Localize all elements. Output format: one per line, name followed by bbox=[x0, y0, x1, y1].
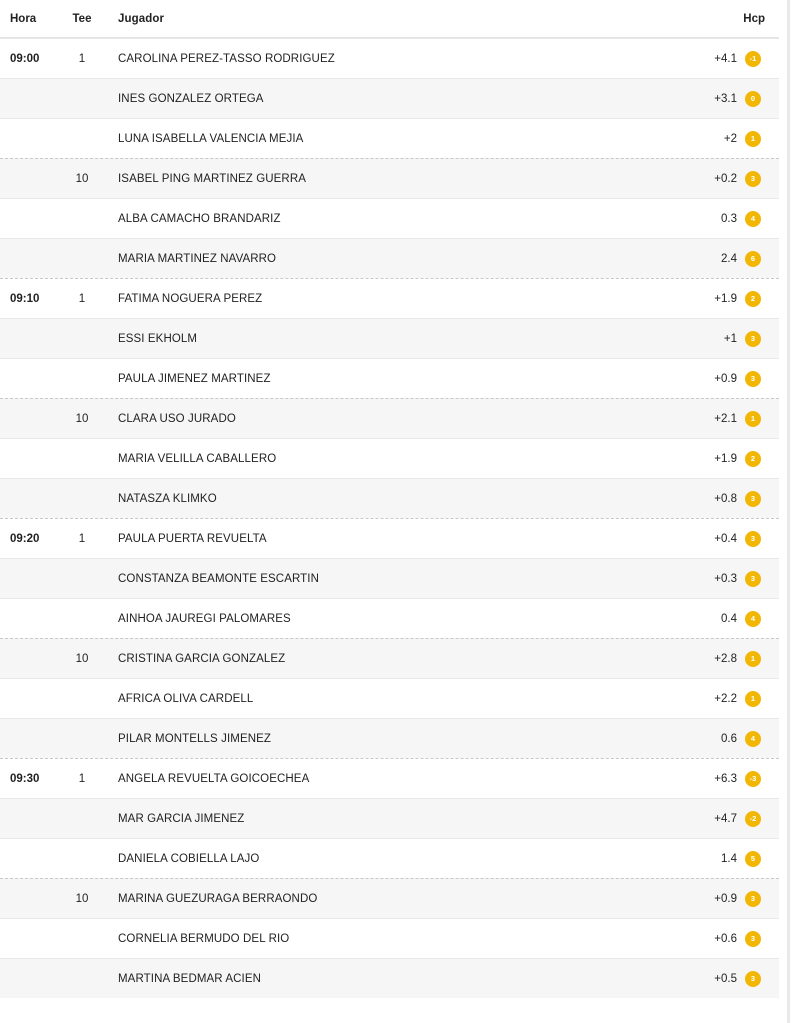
hcp-value: +0.8 bbox=[714, 492, 737, 505]
hcp-value: +0.6 bbox=[714, 932, 737, 945]
table-row[interactable] bbox=[0, 638, 779, 678]
hcp-value: +0.5 bbox=[714, 972, 737, 985]
player-name: MARTINA BEDMAR ACIEN bbox=[118, 972, 262, 985]
playing-handicap-badge: 2 bbox=[745, 291, 761, 307]
playing-handicap-badge: 1 bbox=[745, 691, 761, 707]
table-row[interactable] bbox=[0, 878, 779, 918]
table-row[interactable] bbox=[0, 838, 779, 878]
tee-cell: 10 bbox=[75, 892, 89, 905]
player-name: MAR GARCIA JIMENEZ bbox=[118, 812, 245, 825]
player-name: ANGELA REVUELTA GOICOECHEA bbox=[118, 772, 310, 785]
hora-cell: 09:30 bbox=[10, 772, 40, 785]
player-name: CAROLINA PEREZ-TASSO RODRIGUEZ bbox=[118, 52, 335, 65]
player-name: NATASZA KLIMKO bbox=[118, 492, 217, 505]
hcp-value: 0.4 bbox=[721, 612, 737, 625]
table-row[interactable] bbox=[0, 358, 779, 398]
table-row[interactable] bbox=[0, 518, 779, 558]
table-row[interactable] bbox=[0, 278, 779, 318]
player-name: PILAR MONTELLS JIMENEZ bbox=[118, 732, 272, 745]
hora-cell: 09:10 bbox=[10, 292, 40, 305]
player-name: DANIELA COBIELLA LAJO bbox=[118, 852, 260, 865]
table-header bbox=[0, 0, 779, 38]
playing-handicap-badge: 3 bbox=[745, 931, 761, 947]
hcp-value: +3.1 bbox=[714, 92, 737, 105]
player-name: CRISTINA GARCIA GONZALEZ bbox=[118, 652, 286, 665]
hcp-value: +1.9 bbox=[714, 292, 737, 305]
hcp-value: 1.4 bbox=[721, 852, 737, 865]
hcp-value: +4.7 bbox=[714, 812, 737, 825]
player-name: PAULA PUERTA REVUELTA bbox=[118, 532, 267, 545]
table-row[interactable] bbox=[0, 78, 779, 118]
playing-handicap-badge: 4 bbox=[745, 731, 761, 747]
header-hcp[interactable]: Hcp bbox=[743, 12, 765, 25]
table-row[interactable] bbox=[0, 558, 779, 598]
table-row[interactable] bbox=[0, 798, 779, 838]
hcp-value: 0.6 bbox=[721, 732, 737, 745]
table-row[interactable] bbox=[0, 118, 779, 158]
player-name: MARIA VELILLA CABALLERO bbox=[118, 452, 277, 465]
player-name: INES GONZALEZ ORTEGA bbox=[118, 92, 264, 105]
player-name: LUNA ISABELLA VALENCIA MEJIA bbox=[118, 132, 304, 145]
header-jugador[interactable]: Jugador bbox=[118, 12, 165, 25]
playing-handicap-badge: 3 bbox=[745, 371, 761, 387]
player-name: CORNELIA BERMUDO DEL RIO bbox=[118, 932, 290, 945]
hcp-value: +2.1 bbox=[714, 412, 737, 425]
hcp-value: +0.2 bbox=[714, 172, 737, 185]
player-name: CONSTANZA BEAMONTE ESCARTIN bbox=[118, 572, 319, 585]
table-row[interactable] bbox=[0, 678, 779, 718]
tee-cell: 1 bbox=[78, 772, 86, 785]
playing-handicap-badge: -3 bbox=[745, 771, 761, 787]
hcp-value: +1 bbox=[723, 332, 737, 345]
scrollbar[interactable] bbox=[787, 0, 790, 1023]
playing-handicap-badge: 1 bbox=[745, 651, 761, 667]
hcp-value: +2.2 bbox=[714, 692, 737, 705]
playing-handicap-badge: -1 bbox=[745, 51, 761, 67]
player-name: CLARA USO JURADO bbox=[118, 412, 236, 425]
hcp-value: +2 bbox=[723, 132, 737, 145]
table-row[interactable] bbox=[0, 398, 779, 438]
playing-handicap-badge: 1 bbox=[745, 411, 761, 427]
hcp-value: +0.3 bbox=[714, 572, 737, 585]
playing-handicap-badge: 4 bbox=[745, 611, 761, 627]
header-tee[interactable]: Tee bbox=[72, 12, 92, 25]
player-name: ALBA CAMACHO BRANDARIZ bbox=[118, 212, 281, 225]
playing-handicap-badge: 6 bbox=[745, 251, 761, 267]
table-row[interactable] bbox=[0, 758, 779, 798]
hora-cell: 09:00 bbox=[10, 52, 40, 65]
player-name: FATIMA NOGUERA PEREZ bbox=[118, 292, 263, 305]
player-name: ESSI EKHOLM bbox=[118, 332, 198, 345]
header-hora[interactable]: Hora bbox=[10, 12, 37, 25]
tee-cell: 1 bbox=[78, 52, 86, 65]
player-name: MARINA GUEZURAGA BERRAONDO bbox=[118, 892, 318, 905]
table-row[interactable] bbox=[0, 318, 779, 358]
hcp-value: +6.3 bbox=[714, 772, 737, 785]
hcp-value: +0.9 bbox=[714, 372, 737, 385]
table-row[interactable] bbox=[0, 238, 779, 278]
player-name: ISABEL PING MARTINEZ GUERRA bbox=[118, 172, 307, 185]
playing-handicap-badge: -2 bbox=[745, 811, 761, 827]
table-row[interactable] bbox=[0, 958, 779, 998]
table-row[interactable] bbox=[0, 198, 779, 238]
table-row[interactable] bbox=[0, 38, 779, 78]
table-row[interactable] bbox=[0, 478, 779, 518]
player-name: PAULA JIMENEZ MARTINEZ bbox=[118, 372, 271, 385]
playing-handicap-badge: 5 bbox=[745, 851, 761, 867]
tee-cell: 1 bbox=[78, 292, 86, 305]
hcp-value: +2.8 bbox=[714, 652, 737, 665]
playing-handicap-badge: 3 bbox=[745, 971, 761, 987]
hcp-value: +0.9 bbox=[714, 892, 737, 905]
playing-handicap-badge: 3 bbox=[745, 491, 761, 507]
table-row[interactable] bbox=[0, 718, 779, 758]
hora-cell: 09:20 bbox=[10, 532, 40, 545]
playing-handicap-badge: 0 bbox=[745, 91, 761, 107]
tee-cell: 1 bbox=[78, 532, 86, 545]
playing-handicap-badge: 3 bbox=[745, 331, 761, 347]
playing-handicap-badge: 2 bbox=[745, 451, 761, 467]
table-row[interactable] bbox=[0, 598, 779, 638]
tee-cell: 10 bbox=[75, 412, 89, 425]
table-row[interactable] bbox=[0, 918, 779, 958]
playing-handicap-badge: 3 bbox=[745, 891, 761, 907]
tee-cell: 10 bbox=[75, 652, 89, 665]
table-row[interactable] bbox=[0, 438, 779, 478]
player-name: MARIA MARTINEZ NAVARRO bbox=[118, 252, 277, 265]
table-row[interactable] bbox=[0, 158, 779, 198]
hcp-value: 2.4 bbox=[721, 252, 737, 265]
playing-handicap-badge: 4 bbox=[745, 211, 761, 227]
playing-handicap-badge: 3 bbox=[745, 531, 761, 547]
table-body bbox=[0, 38, 779, 998]
hcp-value: +1.9 bbox=[714, 452, 737, 465]
hcp-value: 0.3 bbox=[721, 212, 737, 225]
hcp-value: +0.4 bbox=[714, 532, 737, 545]
playing-handicap-badge: 3 bbox=[745, 171, 761, 187]
playing-handicap-badge: 1 bbox=[745, 131, 761, 147]
hcp-value: +4.1 bbox=[714, 52, 737, 65]
player-name: AINHOA JAUREGI PALOMARES bbox=[118, 612, 291, 625]
playing-handicap-badge: 3 bbox=[745, 571, 761, 587]
tee-cell: 10 bbox=[75, 172, 89, 185]
player-name: AFRICA OLIVA CARDELL bbox=[118, 692, 254, 705]
